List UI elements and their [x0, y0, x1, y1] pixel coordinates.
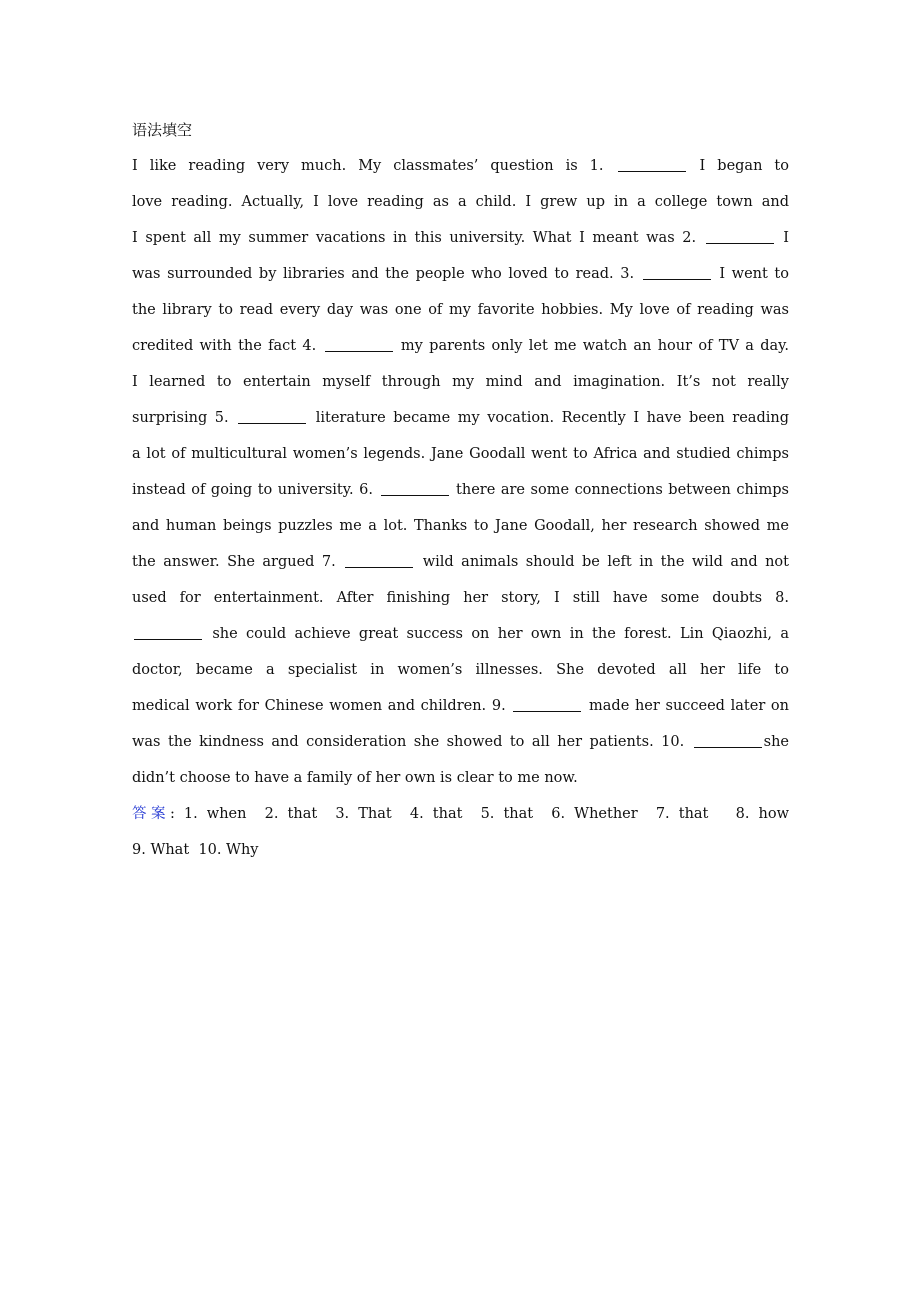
- passage-text: was surrounded by libraries and the people who loved to read. 3.: [132, 266, 641, 282]
- answer-blank[interactable]: [706, 225, 774, 244]
- passage-text: was the kindness and consideration she showed to all her patients. 10.: [132, 734, 692, 750]
- passage-text: I learned to entertain myself through my mind and imagination. It’s not really: [132, 374, 789, 390]
- passage-text: didn’t choose to have a family of her own is clear to me now.: [132, 770, 578, 786]
- document-page: [132, 112, 789, 868]
- passage-line: [132, 328, 789, 364]
- passage-text: I began to: [687, 158, 789, 174]
- answer-blank[interactable]: [694, 729, 762, 748]
- passage-text: love reading. Actually, I love reading as a child. I grew up in a college town and: [132, 194, 789, 210]
- passage-text: literature became my vocation. Recently I have been reading: [308, 410, 789, 426]
- answer-blank[interactable]: [643, 261, 711, 280]
- passage-line: [132, 184, 789, 220]
- answer-list-continued: 9. What 10. Why: [132, 842, 259, 858]
- passage-text: I: [775, 230, 789, 246]
- passage-line: [132, 544, 789, 580]
- answer-blank[interactable]: [238, 405, 306, 424]
- passage-line: [132, 760, 789, 796]
- passage-text: there are some connections between chimps: [450, 482, 790, 498]
- passage-line: [132, 148, 789, 184]
- passage-text: I spent all my summer vacations in this university. What I meant was 2.: [132, 230, 704, 246]
- passage-text: a lot of multicultural women’s legends. Jane Goodall went to Africa and studied chimps: [132, 446, 789, 462]
- answer-list: : 1. when 2. that 3. That 4. that 5. that 6. Whether 7. that 8. how: [169, 806, 789, 822]
- passage-text: she could achieve great success on her own in the forest. Lin Qiaozhi, a: [204, 626, 789, 642]
- answer-blank[interactable]: [513, 693, 581, 712]
- passage-line: [132, 688, 789, 724]
- passage-line: [132, 616, 789, 652]
- passage-text: made her succeed later on: [583, 698, 790, 714]
- passage-text: wild animals should be left in the wild and not: [415, 554, 789, 570]
- passage-text: the library to read every day was one of my favorite hobbies. My love of reading was: [132, 302, 789, 318]
- passage-text: credited with the fact 4.: [132, 338, 323, 354]
- section-heading: 语法填空: [132, 121, 193, 139]
- passage-text: doctor, became a specialist in women’s illnesses. She devoted all her life to: [132, 662, 789, 678]
- answer-blank[interactable]: [325, 333, 393, 352]
- passage-text: and human beings puzzles me a lot. Thanks to Jane Goodall, her research showed me: [132, 518, 789, 534]
- passage-line: [132, 724, 789, 760]
- passage-text: I like reading very much. My classmates’ question is 1.: [132, 158, 616, 174]
- passage-text: my parents only let me watch an hour of TV a day.: [394, 338, 790, 354]
- passage-line: [132, 508, 789, 544]
- answer-blank[interactable]: [134, 621, 202, 640]
- passage-text: used for entertainment. After finishing her story, I still have some doubts 8.: [132, 590, 789, 606]
- passage: [132, 148, 789, 796]
- passage-line: [132, 292, 789, 328]
- passage-line: [132, 472, 789, 508]
- answer-blank[interactable]: [618, 153, 686, 172]
- passage-text: she: [763, 734, 789, 750]
- passage-line: [132, 256, 789, 292]
- passage-line: [132, 652, 789, 688]
- passage-line: [132, 436, 789, 472]
- answer-blank[interactable]: [345, 549, 413, 568]
- passage-text: surprising 5.: [132, 410, 237, 426]
- passage-line: [132, 400, 789, 436]
- passage-line: [132, 580, 789, 616]
- passage-text: instead of going to university. 6.: [132, 482, 379, 498]
- passage-text: the answer. She argued 7.: [132, 554, 344, 570]
- passage-line: [132, 220, 789, 256]
- passage-line: [132, 364, 789, 400]
- passage-text: medical work for Chinese women and children. 9.: [132, 698, 512, 714]
- passage-text: I went to: [712, 266, 789, 282]
- answer-line-1: [132, 796, 789, 832]
- answer-line-2: [132, 832, 789, 868]
- answer-blank[interactable]: [381, 477, 449, 496]
- answer-label: 答案: [132, 806, 170, 822]
